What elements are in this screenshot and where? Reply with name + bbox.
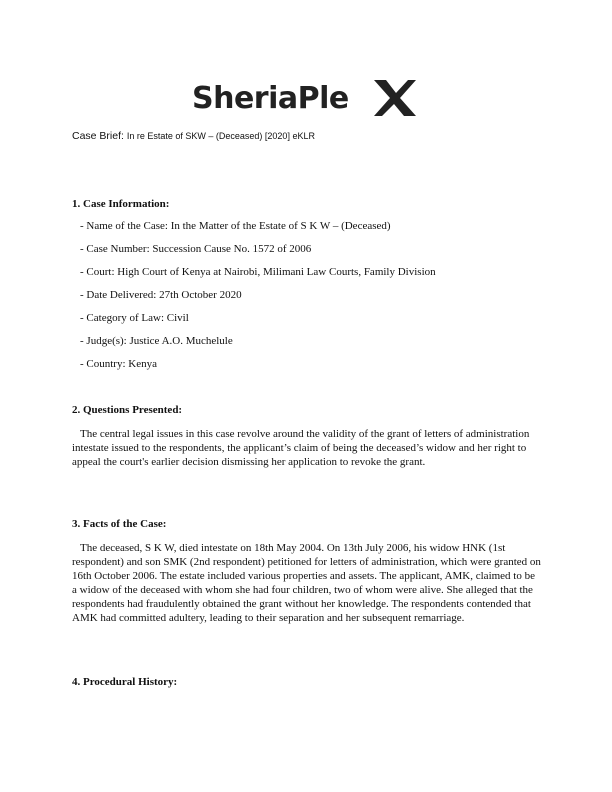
x-mark-icon (372, 78, 416, 118)
case-info-country: - Country: Kenya (80, 358, 157, 370)
logo-wordmark: SheriaPle (192, 81, 349, 116)
case-brief-prefix: Case Brief: (72, 130, 127, 142)
section-heading-facts: 3. Facts of the Case: (72, 518, 167, 530)
case-brief-title (72, 130, 315, 142)
section-heading-procedural-history: 4. Procedural History: (72, 676, 178, 688)
case-info-judge: - Judge(s): Justice A.O. Muchelule (80, 335, 233, 347)
facts-paragraph: The deceased, S K W, died intestate on 18th May 2004. On 13th July 2006, his widow HNK (1st respondent) and son SMK (2nd respondent) petitioned for letters of administration, which were granted on 16th October 2006. The estate included various properties and assets. The applicant, AMK, claimed to be a widow of the deceased with whom she had four children, two of whom were alive. She alleged that the respondents had fraudulently obtained the grant without her knowledge. The respondents contended that AMK had committed adultery, leading to their separation and her subsequent remarriage. (72, 542, 541, 625)
case-info-number: - Case Number: Succession Cause No. 1572 of 2006 (80, 243, 312, 255)
case-info-name: - Name of the Case: In the Matter of the Estate of S K W – (Deceased) (80, 220, 391, 232)
case-info-category: - Category of Law: Civil (80, 312, 189, 324)
section-heading-case-information: 1. Case Information: (72, 198, 170, 210)
sheriaplex-logo (192, 76, 422, 122)
section-heading-questions-presented: 2. Questions Presented: (72, 404, 183, 416)
case-info-court: - Court: High Court of Kenya at Nairobi, Milimani Law Courts, Family Division (80, 266, 436, 278)
case-info-date: - Date Delivered: 27th October 2020 (80, 289, 242, 301)
case-brief-reference: In re Estate of SKW – (Deceased) [2020] eKLR (126, 131, 315, 141)
questions-presented-paragraph: The central legal issues in this case revolve around the validity of the grant of letters of administration intestate issued to the respondents, the applicant’s claim of being the deceased’s widow and her right to appeal the court's earlier decision dismissing her application to revoke the grant. (72, 428, 530, 469)
